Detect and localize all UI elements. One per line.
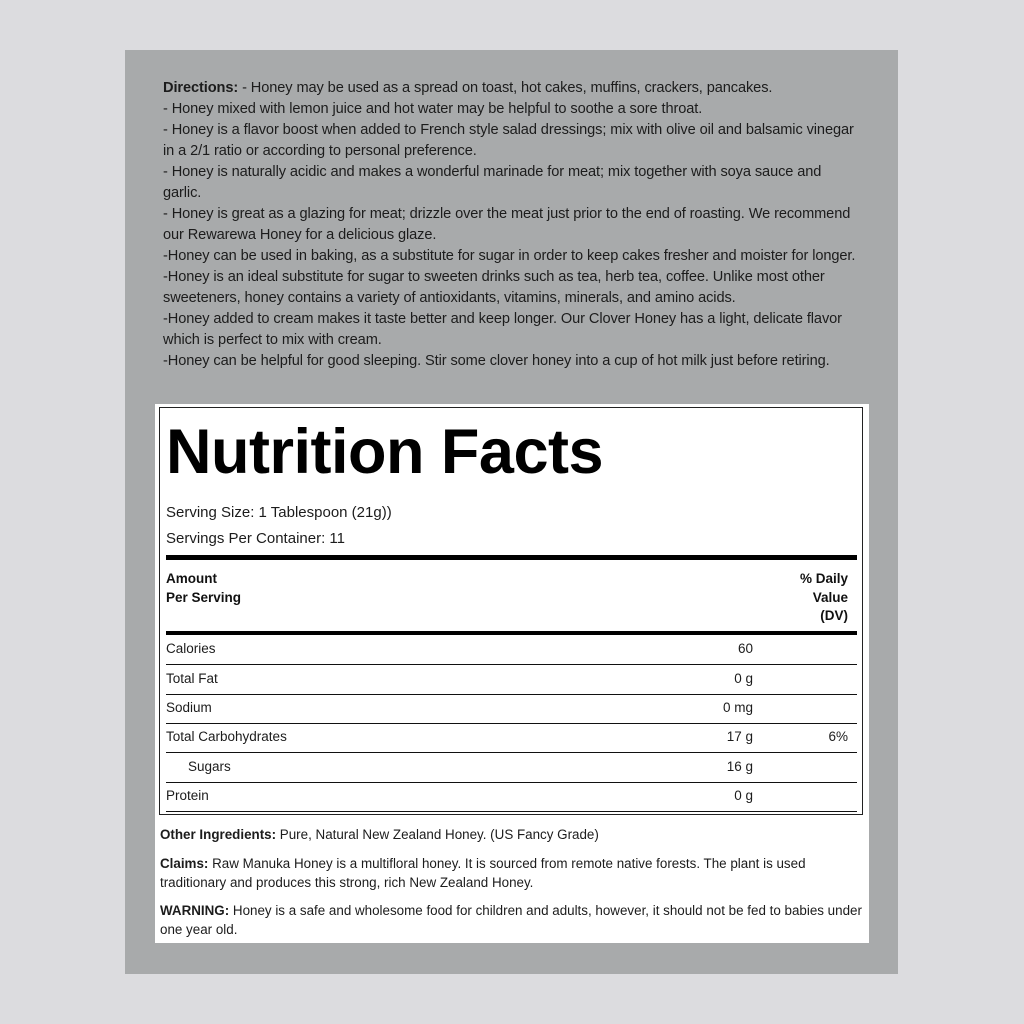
thick-divider: [166, 555, 857, 560]
nutrient-label: Sodium: [166, 700, 212, 715]
nutrient-amount: 0 g: [734, 788, 753, 803]
nutrient-row: [166, 665, 857, 695]
directions-line: - Honey is naturally acidic and makes a wonderful marinade for meat; mix together with soya sauce and garlic.: [163, 164, 822, 201]
nutrition-facts-box: [159, 407, 863, 815]
other-ingredients: [160, 826, 865, 845]
nutrient-dv: 6%: [828, 729, 848, 744]
warning-text: Honey is a safe and wholesome food for children and adults, however, it should not be fed to babies under one year old.: [160, 903, 862, 937]
directions-line: - Honey is a flavor boost when added to French style salad dressings; mix with olive oil and balsamic vinegar in a 2/1 ratio or according to personal preference.: [163, 122, 854, 159]
directions-line: -Honey can be helpful for good sleeping. Stir some clover honey into a cup of hot milk just before retiring.: [163, 353, 830, 369]
nutrient-amount: 17 g: [726, 729, 753, 744]
warning-label: WARNING:: [160, 903, 230, 918]
serving-size: Serving Size: 1 Tablespoon (21g)): [166, 504, 392, 521]
other-ingredients-label: Other Ingredients:: [160, 827, 277, 842]
nutrient-label: Protein: [166, 788, 209, 803]
servings-per-container: Servings Per Container: 11: [166, 530, 345, 547]
nutrient-row: [166, 782, 857, 812]
nutrient-label: Calories: [166, 641, 216, 656]
nutrient-amount: 0 mg: [722, 700, 753, 715]
directions-line: - Honey mixed with lemon juice and hot water may be helpful to soothe a sore throat.: [163, 101, 703, 117]
amount-per-serving-header: Amount Per Serving: [166, 571, 242, 605]
directions-line: -Honey can be used in baking, as a substitute for sugar in order to keep cakes fresher and moister for longer.: [163, 248, 856, 264]
claims-label: Claims:: [160, 856, 209, 871]
nutrition-facts-title: Nutrition Facts: [166, 417, 604, 487]
nutrient-row: [166, 694, 857, 724]
directions-line: Directions: - Honey may be used as a spread on toast, hot cakes, muffins, crackers, pancakes.: [163, 80, 773, 96]
claims: [160, 855, 865, 892]
directions-line: -Honey is an ideal substitute for sugar to sweeten drinks such as tea, herb tea, coffee. Unlike most other sweeteners, honey contains a variety of antioxidants, vitamins, minerals, and amino acids.: [163, 269, 825, 306]
nutrient-label: Sugars: [188, 759, 231, 774]
claims-text: Raw Manuka Honey is a multifloral honey. It is sourced from remote native forests. The plant is used traditionary and produces this strong, rich New Zealand Honey.: [160, 856, 806, 890]
nutrient-row: [166, 723, 857, 753]
nutrient-row: [166, 753, 857, 783]
nutrient-amount: 0 g: [734, 671, 753, 686]
nutrient-label: Total Fat: [166, 671, 218, 686]
directions-line: -Honey added to cream makes it taste better and keep longer. Our Clover Honey has a light, delicate flavor which is perfect to mix with cream.: [163, 311, 842, 348]
nutrient-amount: 60: [737, 641, 753, 656]
daily-value-header: % Daily Value (DV): [799, 571, 848, 623]
nutrient-label: Total Carbohydrates: [166, 729, 287, 744]
directions-label: Directions:: [163, 80, 239, 96]
nutrient-row: [166, 635, 857, 665]
warning: [160, 902, 865, 939]
directions-section: [163, 78, 863, 372]
directions-line: - Honey is great as a glazing for meat; drizzle over the meat just prior to the end of roasting. We recommend our Rewarewa Honey for a delicious glaze.: [163, 206, 851, 243]
nutrient-amount: 16 g: [726, 759, 753, 774]
other-ingredients-text: Pure, Natural New Zealand Honey. (US Fancy Grade): [276, 827, 599, 842]
